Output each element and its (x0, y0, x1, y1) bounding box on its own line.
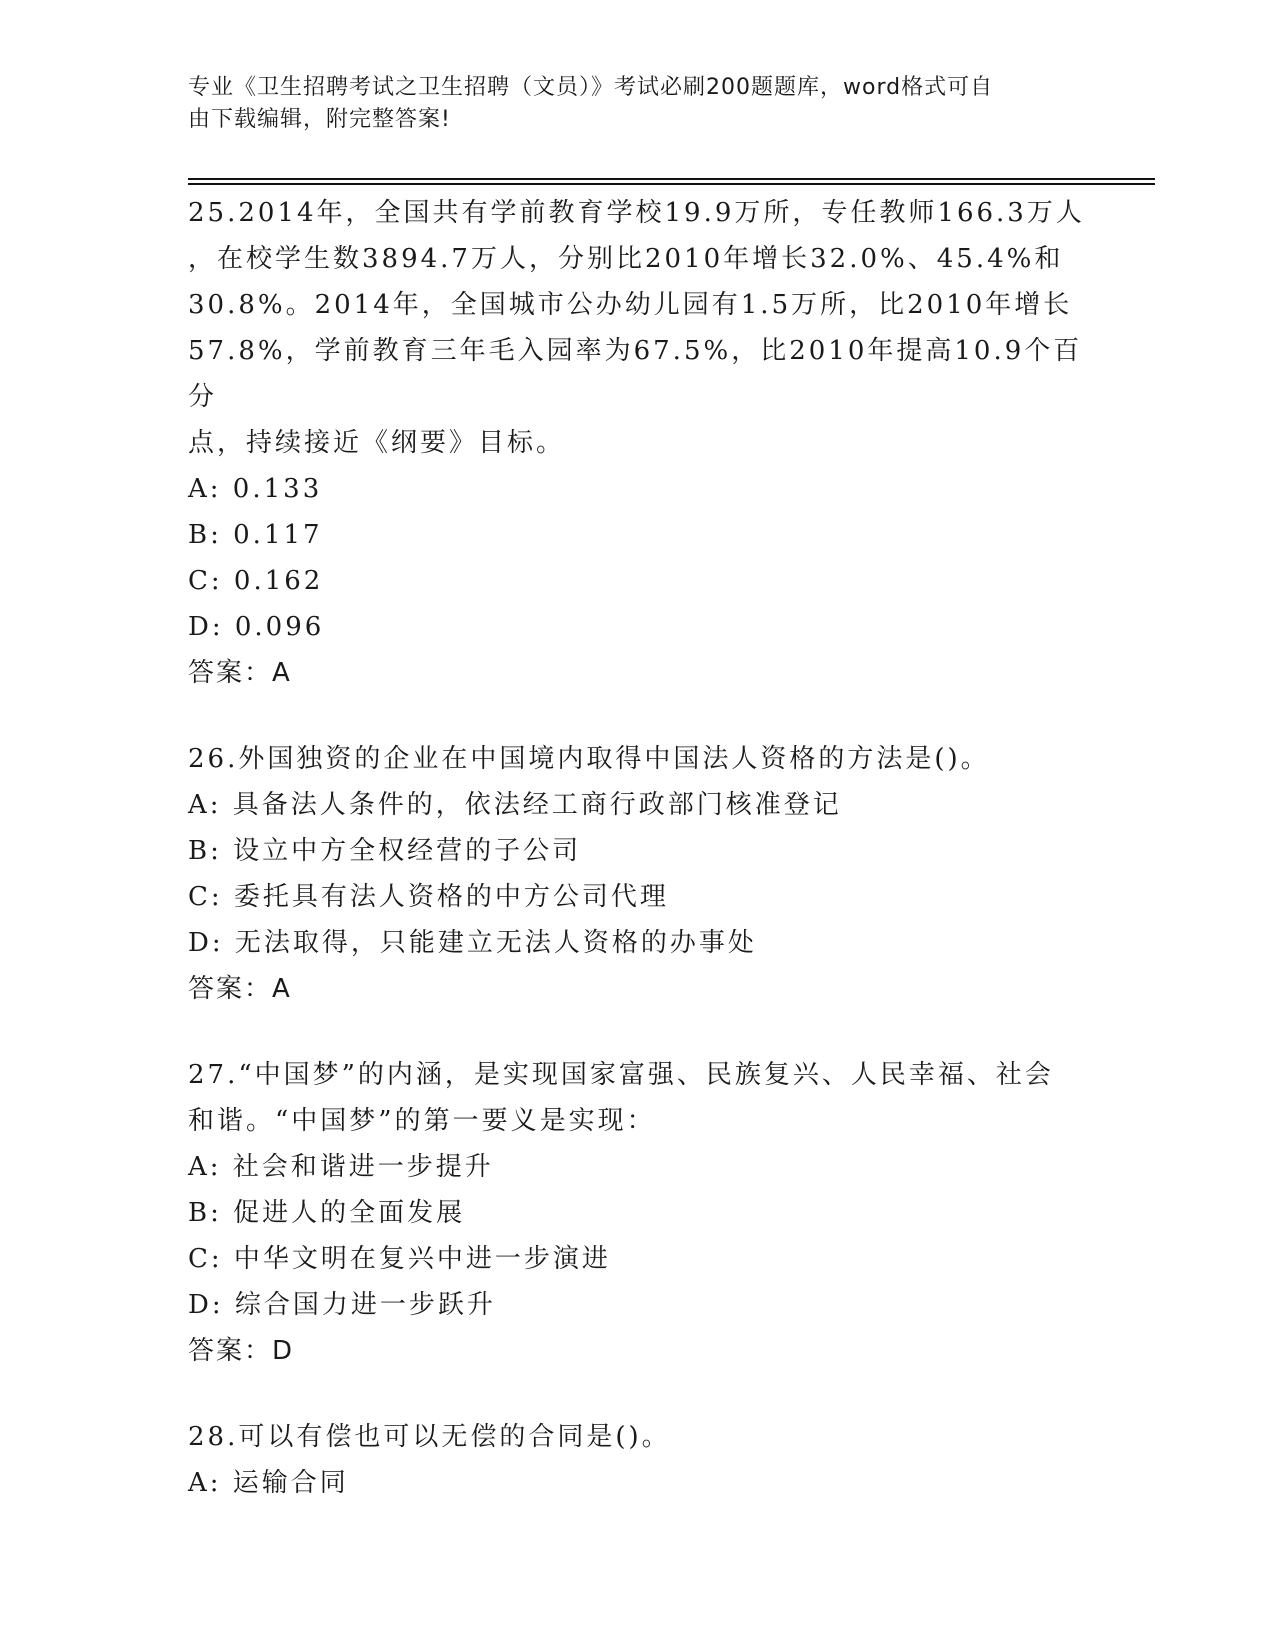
question-stem-line: 点，持续接近《纲要》目标。 (188, 428, 566, 458)
header-divider-bottom (188, 183, 1155, 185)
question-stem-line: 30.8%。2014年，全国城市公办幼儿园有1.5万所，比2010年增长 (188, 290, 1073, 320)
option-a: A: 具备法人条件的，依法经工商行政部门核准登记 (188, 790, 842, 820)
header-line-1: 专业《卫生招聘考试之卫生招聘（文员）》考试必刷200题题库，word格式可自 (188, 75, 994, 100)
option-c: C: 委托具有法人资格的中方公司代理 (188, 882, 669, 912)
header-divider-top (188, 178, 1155, 180)
option-a: A: 0.133 (188, 474, 323, 504)
answer-line: 答案：A (188, 974, 292, 1004)
option-b: B: 0.117 (188, 520, 323, 550)
question-list (188, 190, 1088, 1546)
question-28 (188, 1414, 1088, 1506)
option-c: C: 中华文明在复兴中进一步演进 (188, 1244, 611, 1274)
question-stem-line: 27.“中国梦”的内涵，是实现国家富强、民族复兴、人民幸福、社会 (188, 1060, 1054, 1090)
question-stem-line: 25.2014年，全国共有学前教育学校19.9万所，专任教师166.3万人 (188, 198, 1085, 228)
option-b: B: 促进人的全面发展 (188, 1198, 466, 1228)
question-stem-line: 28.可以有偿也可以无偿的合同是()。 (188, 1422, 671, 1452)
question-27 (188, 1052, 1088, 1374)
answer-line: 答案：D (188, 1336, 295, 1366)
header-line-2: 由下载编辑，附完整答案! (188, 107, 451, 132)
option-d: D: 综合国力进一步跃升 (188, 1290, 496, 1320)
option-d: D: 0.096 (188, 612, 325, 642)
option-b: B: 设立中方全权经营的子公司 (188, 836, 582, 866)
option-d: D: 无法取得，只能建立无法人资格的办事处 (188, 928, 757, 958)
answer-line: 答案：A (188, 658, 292, 688)
option-a: A: 运输合同 (188, 1468, 349, 1498)
option-c: C: 0.162 (188, 566, 324, 596)
question-stem-line: 57.8%，学前教育三年毛入园率为67.5%，比2010年提高10.9个百分 (188, 336, 1083, 412)
question-stem-line: 26.外国独资的企业在中国境内取得中国法人资格的方法是()。 (188, 744, 990, 774)
question-26 (188, 736, 1088, 1012)
option-a: A: 社会和谐进一步提升 (188, 1152, 494, 1182)
question-stem-line: ，在校学生数3894.7万人，分别比2010年增长32.0%、45.4%和 (188, 244, 1064, 274)
question-25 (188, 190, 1088, 696)
document-header (188, 72, 1068, 136)
question-stem-line: 和谐。“中国梦”的第一要义是实现： (188, 1106, 656, 1136)
